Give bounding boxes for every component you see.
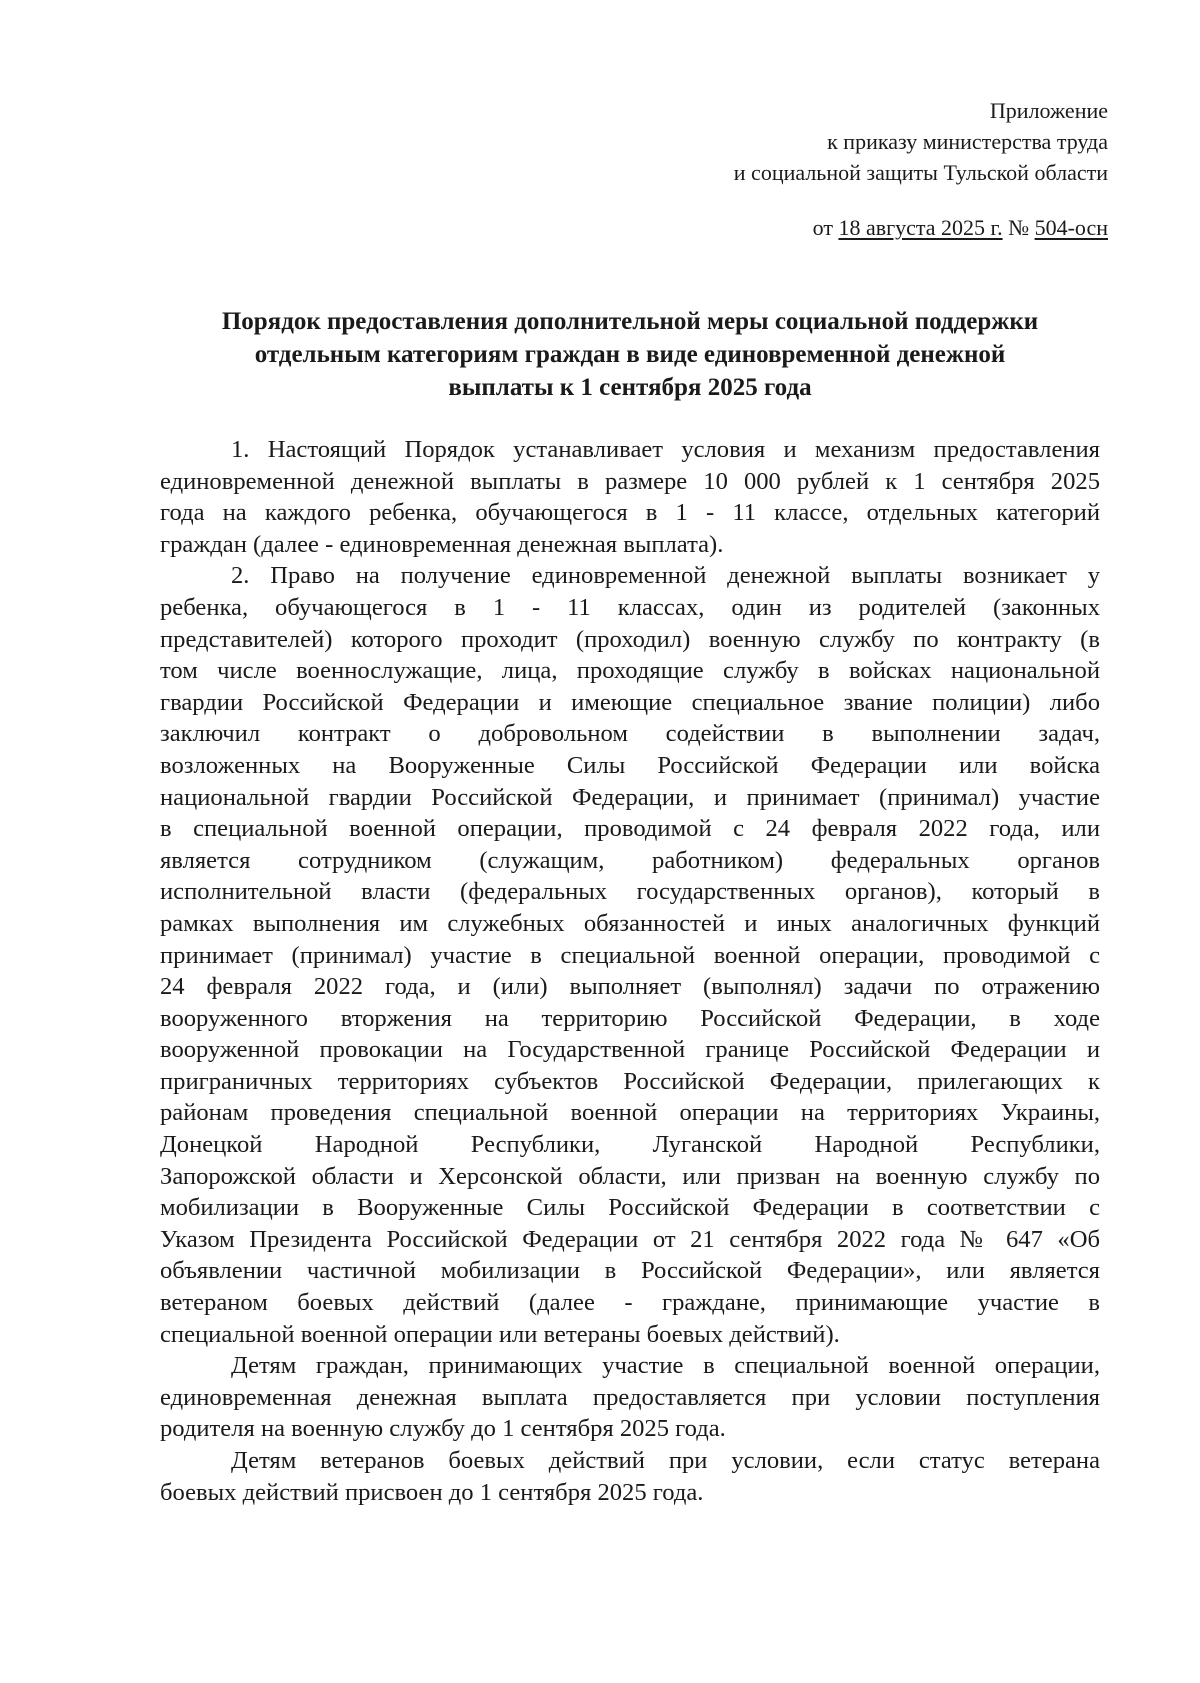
order-number: 504-осн: [1034, 215, 1108, 240]
paragraph-2-line: Запорожской области и Херсонской области, или призван на военную службу по: [160, 1162, 1100, 1190]
paragraph-2-line: исполнительной власти (федеральных государственных органов), который в: [160, 878, 1100, 906]
order-date: 18 августа 2025 г.: [838, 215, 1003, 240]
title-line: отдельным категориям граждан в виде единовременной денежной: [254, 341, 1006, 368]
paragraph-2-line: приграничных территориях субъектов Российской Федерации, прилегающих к: [160, 1067, 1100, 1095]
document-body: [160, 434, 1100, 1508]
paragraph-2-line: является сотрудником (служащим, работником) федеральных органов: [160, 846, 1100, 874]
paragraph-2-line: вооруженной провокации на Государственной границе Российской Федерации и: [160, 1036, 1100, 1064]
paragraph-2-line: вооруженного вторжения на территорию Российской Федерации, в ходе: [160, 1004, 1100, 1032]
document-title: [160, 305, 1100, 404]
paragraph-2-line: объявлении частичной мобилизации в Российской Федерации», или является: [160, 1257, 1100, 1285]
paragraph-2-line: возложенных на Вооруженные Силы Российской Федерации или войска: [160, 751, 1100, 779]
order-date-number: [813, 212, 1108, 243]
paragraph-2-line: национальной гвардии Российской Федерации, и принимает (принимал) участие: [160, 783, 1100, 811]
paragraph-2-line: Указом Президента Российской Федерации от 21 сентября 2022 года № 647 «Об: [160, 1225, 1100, 1253]
paragraph-1-line: граждан (далее - единовременная денежная выплата).: [160, 530, 724, 558]
order-from-prefix: от: [812, 215, 833, 240]
paragraph-1-line: 1. Настоящий Порядок устанавливает условия и механизм предоставления: [231, 436, 1100, 463]
paragraph-2-line: гвардии Российской Федерации и имеющие специальное звание полиции) либо: [160, 688, 1100, 716]
appendix-ministry: и социальной защиты Тульской области: [733, 160, 1108, 185]
paragraph-2-line: специальной военной операции или ветераны боевых действий).: [160, 1320, 840, 1348]
paragraph-2-line: ветераном боевых действий (далее - граждане, принимающие участие в: [160, 1289, 1100, 1317]
paragraph-4-line: боевых действий присвоен до 1 сентября 2025 года.: [160, 1478, 704, 1506]
paragraph-2-line: представителей) которого проходит (проходил) военную службу по контракту (в: [160, 625, 1100, 653]
paragraph-2-line: в специальной военной операции, проводимой с 24 февраля 2022 года, или: [160, 815, 1100, 843]
paragraph-2-line: 2. Право на получение единовременной денежной выплаты возникает у: [231, 562, 1100, 590]
paragraph-3-line: родителя на военную службу до 1 сентября 2025 года.: [160, 1415, 726, 1443]
appendix-header: [734, 95, 1108, 188]
paragraph-3-line: Детям граждан, принимающих участие в специальной военной операции,: [231, 1352, 1100, 1380]
paragraph-4-line: Детям ветеранов боевых действий при условии, если статус ветерана: [231, 1447, 1100, 1474]
paragraph-1-line: года на каждого ребенка, обучающегося в 1 - 11 классе, отдельных категорий: [160, 499, 1100, 527]
paragraph-2-line: том числе военнослужащие, лица, проходящие службу в войсках национальной: [160, 657, 1100, 685]
paragraph-2-line: районам проведения специальной военной операции на территориях Украины,: [160, 1099, 1100, 1127]
paragraph-2-line: 24 февраля 2022 года, и (или) выполняет (выполнял) задачи по отражению: [160, 973, 1100, 1001]
title-line: Порядок предоставления дополнительной меры социальной поддержки: [221, 308, 1039, 335]
paragraph-2-line: заключил контракт о добровольном содействии в выполнении задач,: [160, 720, 1100, 748]
paragraph-1-line: единовременной денежной выплаты в размере 10 000 рублей к 1 сентября 2025: [160, 467, 1100, 495]
title-line: выплаты к 1 сентября 2025 года: [448, 374, 812, 401]
paragraph-2-line: принимает (принимал) участие в специальной военной операции, проводимой с: [160, 941, 1100, 969]
appendix-order-ref: к приказу министерства труда: [827, 129, 1108, 154]
paragraph-2-line: Донецкой Народной Республики, Луганской Народной Республики,: [160, 1131, 1100, 1159]
paragraph-2-line: ребенка, обучающегося в 1 - 11 классах, один из родителей (законных: [160, 593, 1100, 621]
paragraph-2-line: рамках выполнения им служебных обязанностей и иных аналогичных функций: [160, 909, 1100, 937]
paragraph-3-line: единовременная денежная выплата предоставляется при условии поступления: [160, 1383, 1100, 1411]
paragraph-2-line: мобилизации в Вооруженные Силы Российской Федерации в соответствии с: [160, 1194, 1100, 1222]
appendix-label: Приложение: [989, 98, 1108, 123]
order-number-prefix: №: [1008, 215, 1030, 240]
